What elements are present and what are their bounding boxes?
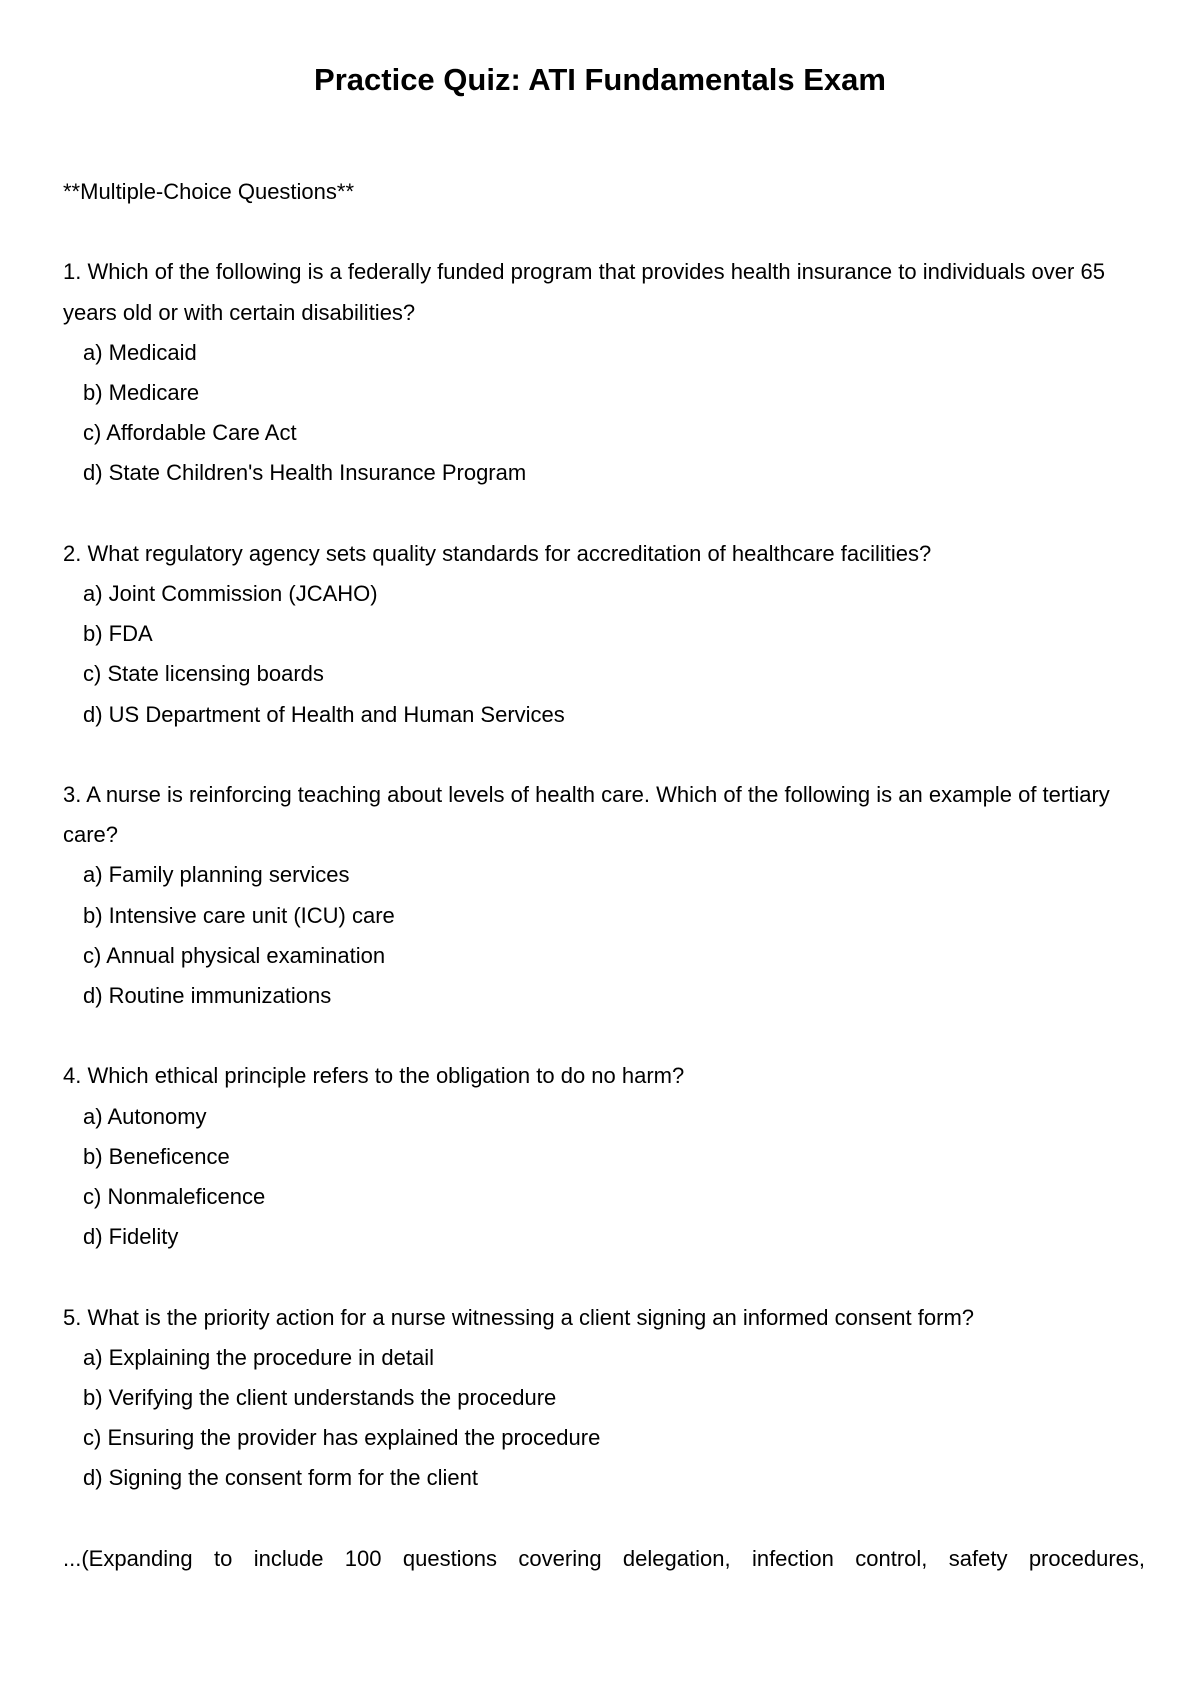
- answer-option: a) Joint Commission (JCAHO): [83, 581, 378, 606]
- quiz-content: [63, 172, 1145, 1579]
- answer-option: c) Affordable Care Act: [83, 420, 297, 446]
- expanding-note: ...(Expanding to include 100 questions covering delegation, infection control, safety procedures,: [63, 1545, 1145, 1571]
- question-stem: 3. A nurse is reinforcing teaching about levels of health care. Which of the following is an example of tertiary care?: [63, 782, 1110, 848]
- section-label: **Multiple-Choice Questions**: [63, 179, 355, 204]
- question-stem: 4. Which ethical principle refers to the obligation to do no harm?: [63, 1063, 685, 1089]
- answer-option: a) Autonomy: [83, 1103, 207, 1129]
- question-5: [63, 1298, 1145, 1499]
- answer-option: c) State licensing boards: [83, 661, 324, 687]
- answer-option: d) Signing the consent form for the client: [83, 1465, 478, 1491]
- answer-option: a) Medicaid: [83, 339, 197, 365]
- answer-option: c) Nonmaleficence: [83, 1184, 266, 1210]
- answer-option: c) Annual physical examination: [83, 942, 386, 968]
- answer-option: b) Verifying the client understands the procedure: [83, 1385, 557, 1411]
- answer-option: b) FDA: [83, 621, 153, 647]
- question-1: [63, 252, 1145, 493]
- answer-option: b) Intensive care unit (ICU) care: [83, 902, 395, 928]
- question-3: [63, 775, 1145, 1016]
- answer-option: a) Family planning services: [83, 862, 350, 888]
- answer-option: a) Explaining the procedure in detail: [83, 1344, 435, 1370]
- question-2: [63, 534, 1145, 735]
- document-title: Practice Quiz: ATI Fundamentals Exam: [314, 62, 886, 97]
- question-stem: 5. What is the priority action for a nurse witnessing a client signing an informed consent form?: [63, 1304, 975, 1330]
- answer-option: b) Beneficence: [83, 1143, 230, 1169]
- question-stem: 2. What regulatory agency sets quality standards for accreditation of healthcare facilities?: [63, 540, 932, 566]
- question-stem: 1. Which of the following is a federally funded program that provides health insurance to individuals over 65 years old or with certain disabilities?: [63, 259, 1105, 325]
- answer-option: d) Fidelity: [83, 1224, 179, 1250]
- answer-option: d) State Children's Health Insurance Program: [83, 460, 527, 486]
- answer-option: d) US Department of Health and Human Services: [83, 701, 565, 727]
- question-4: [63, 1056, 1145, 1257]
- answer-option: c) Ensuring the provider has explained the procedure: [83, 1425, 601, 1451]
- answer-option: b) Medicare: [83, 380, 200, 405]
- answer-option: d) Routine immunizations: [83, 983, 332, 1009]
